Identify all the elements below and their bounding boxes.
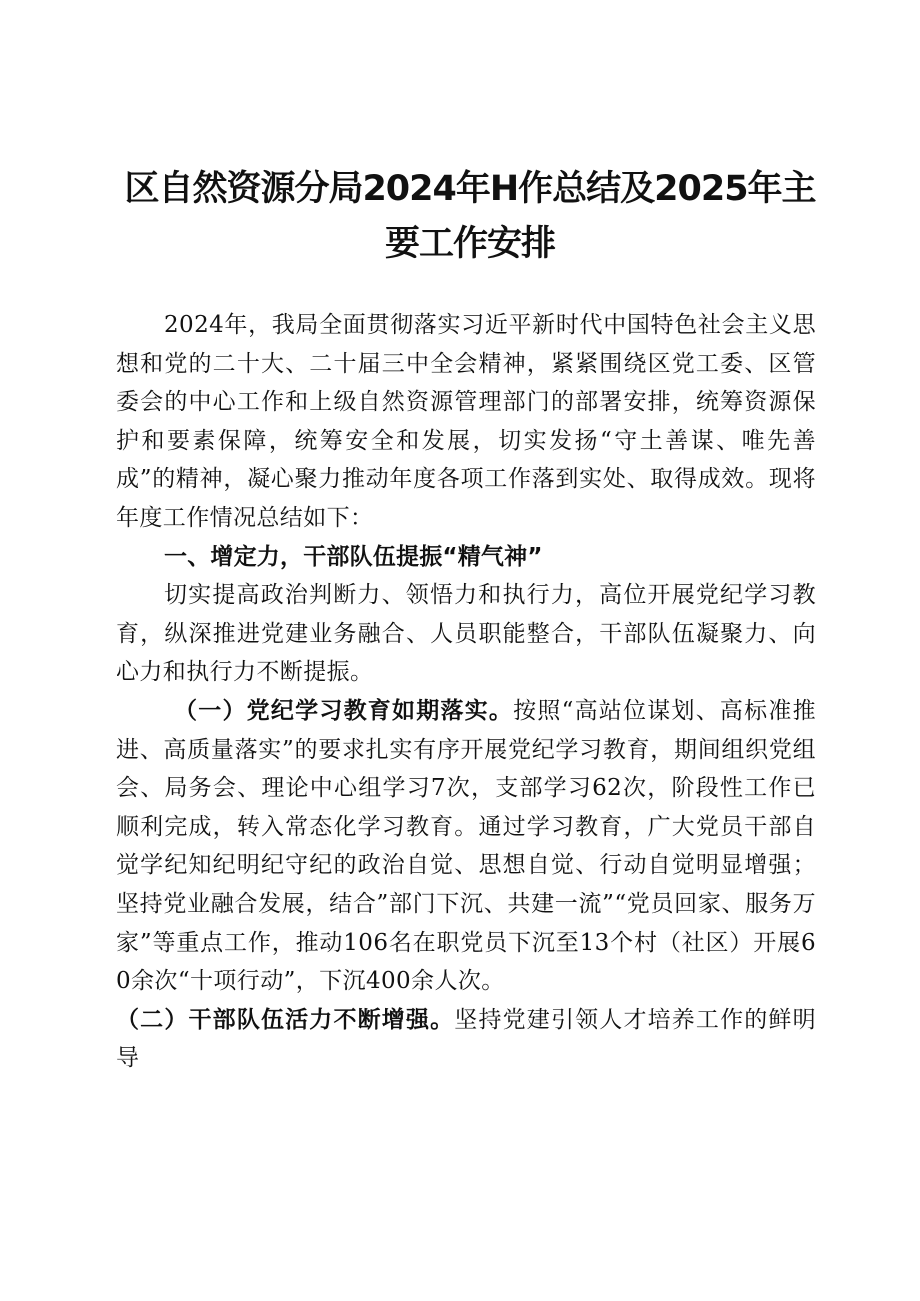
title-line-2: 要工作安排 xyxy=(384,224,555,264)
subsection-2-heading: （二）干部队伍活力不断增强。 xyxy=(116,1006,455,1033)
subsection-1-heading: （一）党纪学习教育如期落实。 xyxy=(174,697,514,724)
subsection-2-paragraph xyxy=(116,1001,816,1078)
document-title xyxy=(120,162,820,272)
section-summary-paragraph: 切实提高政治判断力、领悟力和执行力，高位开展党纪学习教育，纵深推进党建业务融合、人员职能整合，干部队伍凝聚力、向心力和执行力不断提振。 xyxy=(116,582,816,686)
intro-paragraph: 2024年，我局全面贯彻落实习近平新时代中国特色社会主义思想和党的二十大、二十届三中全会精神，紧紧围绕区党工委、区管委会的中心工作和上级自然资源管理部门的部署安排，统筹资源保护和要素保障，统筹安全和发展，切实发扬“守土善谋、唯先善成”的精神，凝心聚力推动年度各项工作落到实处、取得成效。现将年度工作情况总结如下： xyxy=(116,312,816,531)
subsection-1-text: 按照“高站位谋划、高标准推进、高质量落实”的要求扎实有序开展党纪学习教育，期间组织党组会、局务会、理论中心组学习7次，支部学习62次，阶段性工作已顺利完成，转入常态化学习教育。通过学习教育，广大党员干部自觉学纪知纪明纪守纪的政治自觉、思想自觉、行动自觉明显增强；坚持党业融合发展，结合”部门下沉、共建一流”“党员回家、服务万家”等重点工作，推动106名在职党员下沉至13个村（社区）开展60余次“十项行动”，下沉400余人次。 xyxy=(116,697,816,995)
subsection-2-text: 坚持党建引领人才培养工作的鲜明导 xyxy=(116,1006,816,1072)
document-body xyxy=(116,306,816,1078)
subsection-1-paragraph xyxy=(116,692,816,1001)
title-line-1: 区自然资源分局2024年H作总结及2025年主 xyxy=(124,169,816,209)
section-heading: 一、增定力，干部队伍提振“精气神” xyxy=(164,543,543,570)
